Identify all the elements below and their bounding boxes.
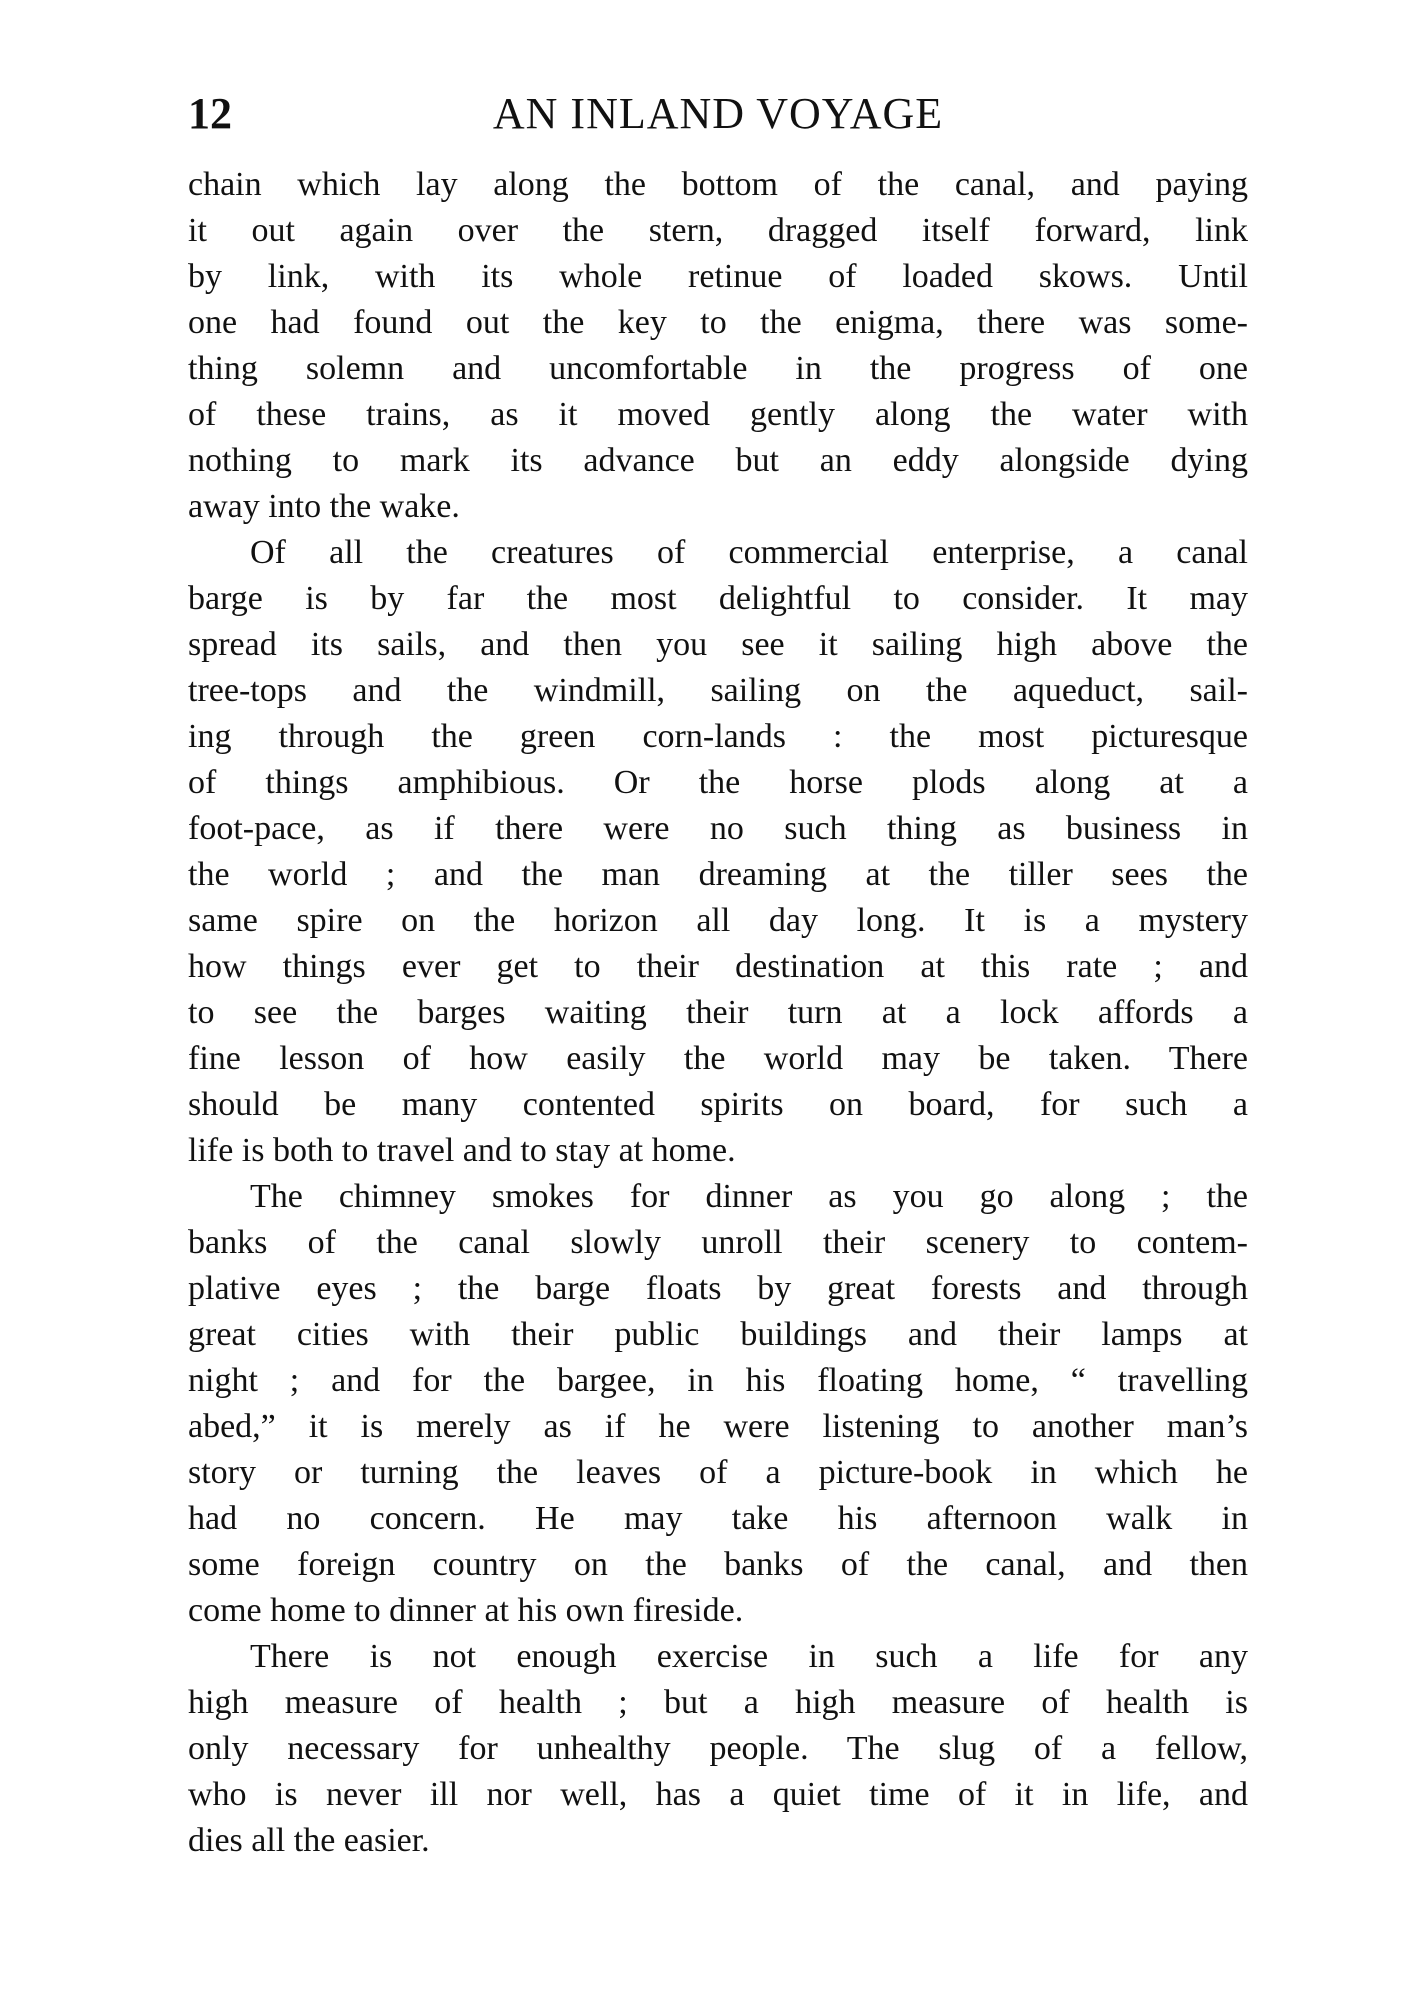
text-line: foot-pace, as if there were no such thing as business in xyxy=(188,810,1248,847)
text-line: ing through the green corn-lands : the most picturesque xyxy=(188,718,1248,755)
paragraph xyxy=(188,530,1248,1174)
paragraph xyxy=(188,1634,1248,1864)
text-line: Of all the creatures of commercial enterprise, a canal xyxy=(250,534,1248,571)
text-line: great cities with their public buildings and their lamps at xyxy=(188,1316,1248,1353)
text-line: The chimney smokes for dinner as you go along ; the xyxy=(250,1178,1248,1215)
text-line: how things ever get to their destination at this rate ; and xyxy=(188,948,1248,985)
text-line: barge is by far the most delightful to consider. It may xyxy=(188,580,1248,617)
running-title: AN INLAND VOYAGE xyxy=(492,89,944,138)
text-line: fine lesson of how easily the world may be taken. There xyxy=(188,1040,1248,1077)
text-line: plative eyes ; the barge floats by great forests and through xyxy=(188,1270,1248,1307)
text-line: night ; and for the bargee, in his floating home, “ travelling xyxy=(188,1362,1248,1399)
text-line: banks of the canal slowly unroll their scenery to contem- xyxy=(188,1224,1248,1261)
text-line: one had found out the key to the enigma, there was some- xyxy=(188,304,1248,341)
text-line: spread its sails, and then you see it sailing high above the xyxy=(188,626,1248,663)
text-line: abed,” it is merely as if he were listening to another man’s xyxy=(188,1408,1248,1445)
text-line: had no concern. He may take his afternoon walk in xyxy=(188,1500,1248,1537)
text-line: of things amphibious. Or the horse plods along at a xyxy=(188,764,1248,801)
text-line: dies all the easier. xyxy=(188,1822,430,1859)
text-line: There is not enough exercise in such a life for any xyxy=(250,1638,1248,1675)
text-line: chain which lay along the bottom of the canal, and paying xyxy=(188,166,1248,203)
text-line: some foreign country on the banks of the canal, and then xyxy=(188,1546,1248,1583)
text-line: the world ; and the man dreaming at the tiller sees the xyxy=(188,856,1248,893)
text-line: story or turning the leaves of a picture-book in which he xyxy=(188,1454,1248,1491)
text-line: life is both to travel and to stay at home. xyxy=(188,1132,736,1169)
text-line: who is never ill nor well, has a quiet time of it in life, and xyxy=(188,1776,1248,1813)
text-line: tree-tops and the windmill, sailing on the aqueduct, sail- xyxy=(188,672,1248,709)
text-line: only necessary for unhealthy people. The slug of a fellow, xyxy=(188,1730,1248,1767)
text-line: away into the wake. xyxy=(188,488,460,525)
text-line: nothing to mark its advance but an eddy alongside dying xyxy=(188,442,1248,479)
page-header xyxy=(188,88,1248,144)
text-line: to see the barges waiting their turn at a lock affords a xyxy=(188,994,1248,1031)
text-line: should be many contented spirits on board, for such a xyxy=(188,1086,1248,1123)
page-number: 12 xyxy=(188,89,232,138)
text-line: of these trains, as it moved gently along the water with xyxy=(188,396,1248,433)
paragraph xyxy=(188,1174,1248,1634)
text-line: thing solemn and uncomfortable in the progress of one xyxy=(188,350,1248,387)
text-line: it out again over the stern, dragged itself forward, link xyxy=(188,212,1248,249)
paragraph xyxy=(188,162,1248,530)
text-line: high measure of health ; but a high measure of health is xyxy=(188,1684,1248,1721)
text-line: come home to dinner at his own fireside. xyxy=(188,1592,744,1629)
page-body xyxy=(188,162,1248,1864)
text-line: same spire on the horizon all day long. It is a mystery xyxy=(188,902,1248,939)
text-line: by link, with its whole retinue of loaded skows. Until xyxy=(188,258,1248,295)
